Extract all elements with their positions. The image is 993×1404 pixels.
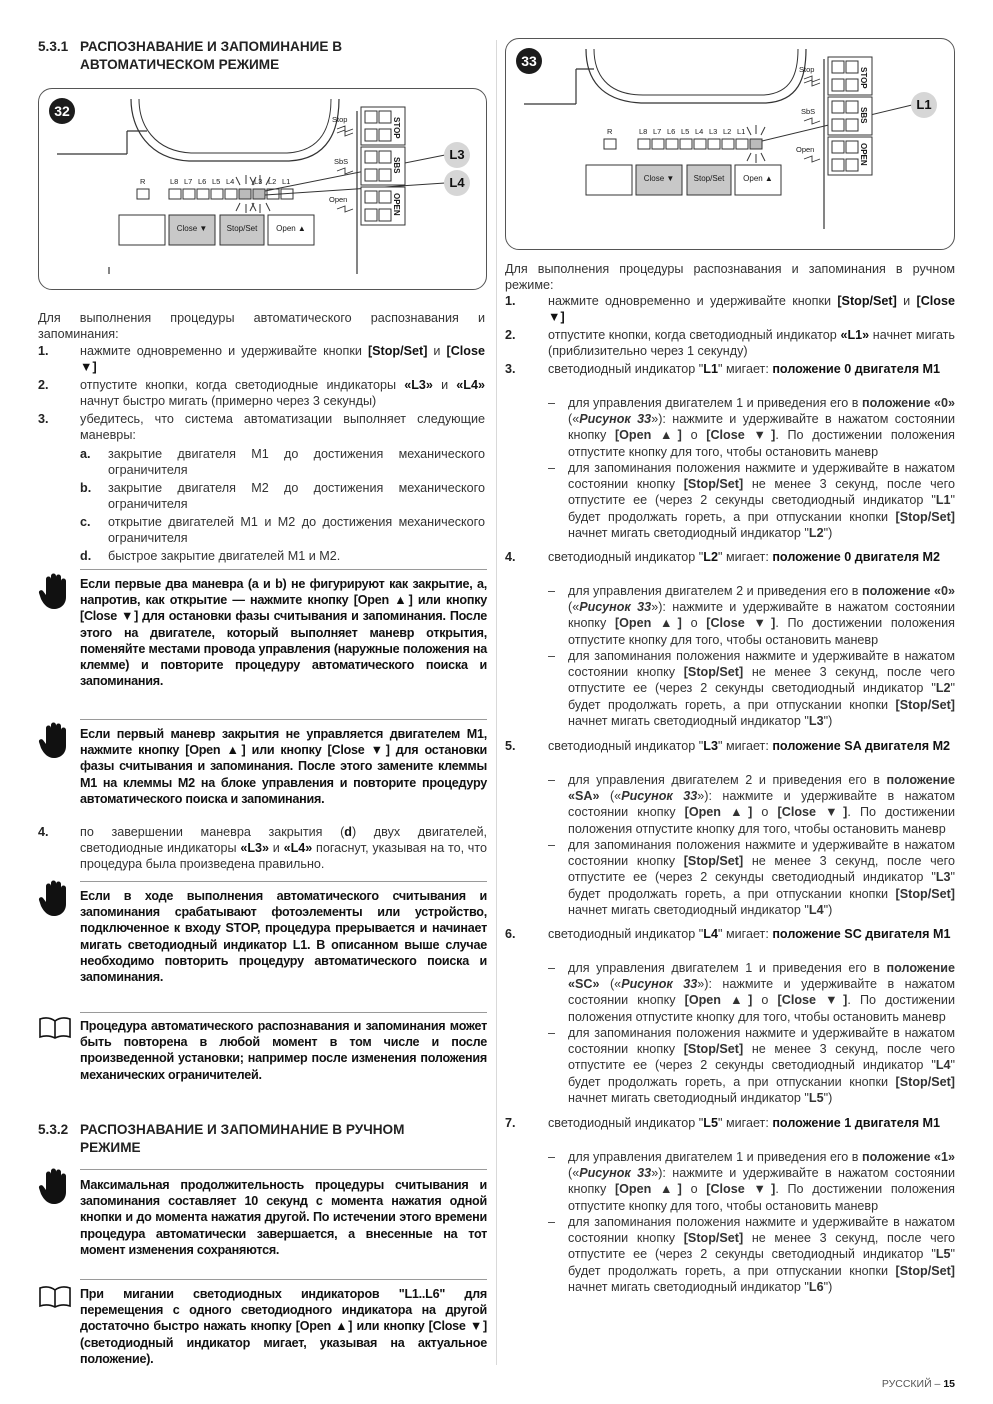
terminal-stop-label: STOP (392, 117, 401, 139)
close-button-drawing: Close ▼ (643, 174, 675, 183)
callout-l4: L4 (444, 170, 470, 196)
control-panel-drawing (39, 89, 486, 289)
led-label-l1: L1 (282, 177, 291, 186)
step-1: 1. нажмите одновременно и удерживайте кнопки [Stop/Set] и [Close ▼] (38, 344, 485, 375)
stopset-button-drawing: Stop/Set (226, 224, 258, 233)
led-label-r: R (140, 177, 146, 186)
note-divider (80, 569, 487, 570)
manual-step-led-l5: 7. светодиодный индикатор "L5" мигает: положение 1 двигателя M1 (505, 1116, 941, 1130)
stop-input-label: Stop (799, 65, 815, 74)
book-info-icon (38, 1285, 72, 1309)
led-label-l4: L4 (226, 177, 235, 186)
step-4: 4. по завершении маневра закрытия (d) двух двигателей, светодиодные индикаторы «L3» и «L4» погаснут, указывая на то, что процедура была произведена правильно. (38, 825, 488, 872)
note-divider (80, 881, 487, 882)
open-input-label: Open (796, 145, 815, 154)
manual-step-led-l4: 6. светодиодный индикатор "L4" мигает: положение SC двигателя M1 (505, 927, 951, 941)
column-divider (496, 40, 497, 1365)
terminal-open-label: OPEN (859, 143, 868, 166)
hand-warning-icon (38, 1168, 74, 1206)
hand-warning-icon (38, 880, 74, 918)
close-button-drawing: Close ▼ (176, 224, 208, 233)
section-5-3-2-title: 5.3.2 РАСПОЗНАВАНИЕ И ЗАПОМИНАНИЕ В РУЧНОМ РЕЖИМЕ (38, 1122, 405, 1155)
note-divider (80, 1169, 487, 1170)
led-label-l7: L7 (184, 177, 193, 186)
note-led-navigation: При мигании светодиодных индикаторов "L1..L6" для перемещения с одного светодиодного индикатора на другой достаточно быстро нажать кнопку [Open ▲] или кнопку [Close ▼] (светодиодный индикатор мигает, указывая на актуальное положение). (80, 1287, 487, 1366)
note-divider (80, 719, 487, 720)
manual-step-led-l1: 3. светодиодный индикатор "L1" мигает: положение 0 двигателя M1 (505, 362, 941, 376)
note-repeat-procedure: Процедура автоматического распознавания и запоминания может быть повторена в любой момент в том числе и после произведенной установки; например после изменения положения механических ограничителей. (80, 1019, 487, 1082)
manual-step-led-l2: 4. светодиодный индикатор "L2" мигает: положение 0 двигателя M2 (505, 550, 941, 564)
led-label-l3: L3 (709, 127, 718, 136)
led-label-l3: L3 (254, 177, 263, 186)
led-label-l6: L6 (198, 177, 207, 186)
led-label-l8: L8 (170, 177, 179, 186)
intro-auto: Для выполнения процедуры автоматического распознавания и запоминания: (38, 311, 485, 342)
sbs-input-label: SbS (801, 107, 816, 116)
page-footer: РУССКИЙ – 15 (881, 1378, 955, 1390)
led-label-l8: L8 (639, 127, 648, 136)
figure-32 (38, 88, 487, 290)
open-button-drawing: Open ▲ (743, 174, 773, 183)
stopset-button-drawing: Stop/Set (693, 174, 725, 183)
note-swap-terminals: Если первый маневр закрытия не управляется двигателем M1, нажмите кнопку [Open ▲] или кнопку [Close ▼] для остановки фазы считывания и запоминания. После этого замените клеммы M1 на клеммы M2 на блоке управления и повторите процедуру автоматического поиска и запоминания. (80, 727, 487, 806)
sbs-input-label: SbS (334, 157, 349, 166)
intro-manual: Для выполнения процедуры распознавания и запоминания в ручном режиме: (505, 262, 955, 293)
terminal-sbs-label: SBS (392, 157, 401, 174)
manual-step-2: 2. отпустите кнопки, когда светодиодный индикатор «L1» начнет мигать (приблизительно через 1 секунду) (505, 328, 955, 359)
note-photocell-interrupt: Если в ходе выполнения автоматического считывания и запоминания срабатывают фотоэлементы или устройство, подключенное к входу STOP, процедура прерывается и начинает мигать светодиодный индикатор L1. В описанном выше случае необходимо повторить процедуру автоматического поиска и запоминания. (80, 889, 487, 985)
open-input-label: Open (329, 195, 348, 204)
figure-33 (505, 38, 955, 250)
led-label-l6: L6 (667, 127, 676, 136)
led-label-l5: L5 (212, 177, 221, 186)
section-5-3-1-title: 5.3.1 РАСПОЗНАВАНИЕ И ЗАПОМИНАНИЕ В АВТОМАТИЧЕСКОМ РЕЖИМЕ (38, 39, 343, 72)
note-divider (80, 1012, 487, 1013)
open-button-drawing: Open ▲ (276, 224, 306, 233)
led-label-l1: L1 (737, 127, 746, 136)
step-3: 3. убедитесь, что система автоматизации выполняет следующие маневры: (38, 412, 485, 443)
note-swap-wires: Если первые два маневра (a и b) не фигурируют как закрытие, а, напротив, как открытие — нажмите кнопку [Open ▲] или кнопку [Close ▼] для остановки фазы считывания и запоминания. После этого на двигателе, который выполняет маневр открытия, поменяйте местами провода управления (наружные положения на клемме) и повторите процедуру автоматического поиска и запоминания. (80, 577, 487, 689)
stop-input-label: Stop (332, 115, 348, 124)
led-label-l2: L2 (723, 127, 732, 136)
figure-badge: 32 (49, 98, 75, 124)
note-divider (80, 1279, 487, 1280)
callout-l3: L3 (444, 142, 470, 168)
terminal-open-label: OPEN (392, 193, 401, 216)
manual-step-led-l3: 5. светодиодный индикатор "L3" мигает: положение SA двигателя M2 (505, 739, 951, 753)
callout-l1: L1 (911, 92, 937, 118)
figure-badge: 33 (516, 48, 542, 74)
manual-step-1: 1. нажмите одновременно и удерживайте кнопки [Stop/Set] и [Close ▼] (505, 294, 955, 325)
led-label-l2: L2 (268, 177, 277, 186)
hand-warning-icon (38, 722, 74, 760)
led-label-l7: L7 (653, 127, 662, 136)
led-label-r: R (607, 127, 613, 136)
terminal-sbs-label: SBS (859, 107, 868, 124)
terminal-stop-label: STOP (859, 67, 868, 89)
hand-warning-icon (38, 573, 74, 611)
note-max-duration: Максимальная продолжительность процедуры считывания и запоминания составляет 10 секунд с момента нажатия одной кнопки и до момента нажатия другой. По истечении этого времени процедура автоматически завершается, а внесенные на тот момент изменения сохраняются. (80, 1178, 487, 1257)
step-2: 2. отпустите кнопки, когда светодиодные индикаторы «L3» и «L4» начнут быстро мигать (примерно через 3 секунды) (38, 378, 485, 409)
control-panel-drawing (506, 39, 954, 249)
led-label-l4: L4 (695, 127, 704, 136)
led-label-l5: L5 (681, 127, 690, 136)
book-info-icon (38, 1016, 72, 1040)
